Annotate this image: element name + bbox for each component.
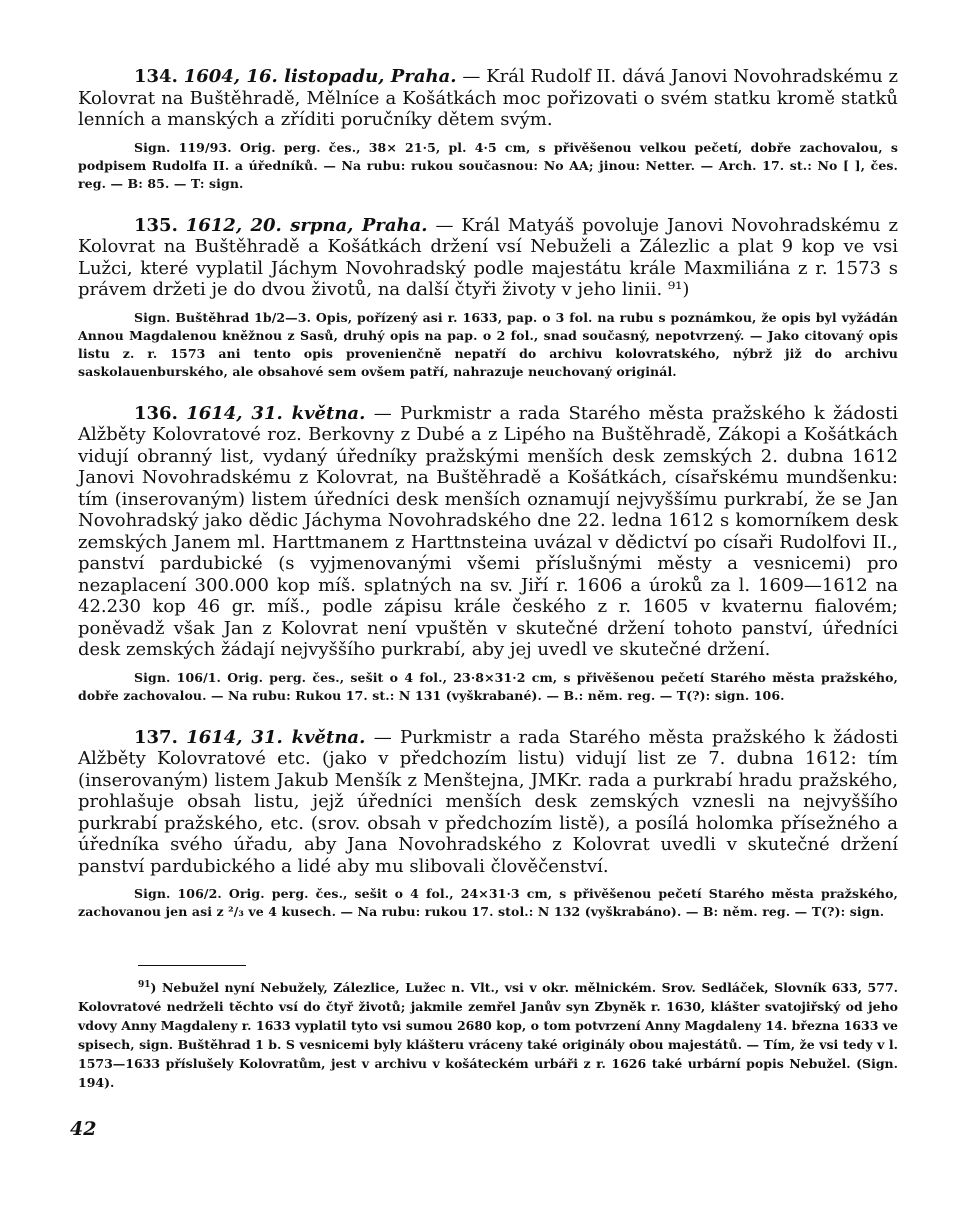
entry-text: — Král Rudolf II. dává Janovi Novohradskému z Kolovrat na Buštěhradě, Mělníce a Košátkách moc pořizovati o svém statku kromě statků lenních a manských a zříditi poručníky dětem svým. <box>78 66 899 130</box>
entry-note: Sign. Buštěhrad 1b/2—3. Opis, pořízený asi r. 1633, pap. o 3 fol. na rubu s poznámkou, že opis byl vyžádán Annou Magdalenou kněžnou z Sasů, druhý opis na pap. o 2 fol., snad současný, nepotvrzený. — Jako citovaný opis listu z. r. 1573 ani tento opis provenienčně nepatří do archivu kolovratského, nýbrž již do archivu saskolauenburského, ale obsahové sem ovšem patří, nahrazuje neuchovaný originál. <box>78 309 898 379</box>
entry-body <box>78 403 898 661</box>
footnote-divider <box>138 965 246 966</box>
entry-body <box>78 727 898 878</box>
entry-date: 1614, 31. května. <box>186 726 366 748</box>
entry-note: Sign. 106/2. Orig. perg. čes., sešit o 4 fol., 24×31·3 cm, s přivěšenou pečetí Starého města pražského, zachovanou jen asi z ²/₃ ve 4 kusech. — Na rubu: rukou 17. stol.: N 132 (vyškrabáno). — B: něm. reg. — T(?): sign. <box>78 886 898 919</box>
page-number: 42 <box>70 1118 97 1140</box>
entry-number: 135. <box>134 214 178 236</box>
entry-number: 137. <box>134 726 178 748</box>
entry-text: — Král Matyáš povoluje Janovi Novohradskému z Kolovrat na Buštěhradě a Košátkách držení vsí Nebuželi a Zálezlic a plat 9 kop ve vsi Lužci, které vyplatil Jáchym Novohradský podle majestátu krále Maxmiliána z r. 1573 s právem držeti je do dvou životů, na další čtyři životy v jeho linii. ⁹¹) <box>78 214 898 300</box>
entry-date: 1604, 16. listopadu, Praha. <box>183 66 457 87</box>
entry-date: 1612, 20. srpna, Praha. <box>185 214 428 236</box>
entry-date: 1614, 31. května. <box>186 402 366 424</box>
entry-136 <box>78 403 898 705</box>
footnote <box>78 976 898 1092</box>
entry-137 <box>78 727 898 922</box>
entry-body <box>78 66 898 131</box>
entry-note: Sign. 119/93. Orig. perg. čes., 38× 21·5, pl. 4·5 cm, s přivěšenou velkou pečetí, dobře zachovalou, s podpisem Rudolfa II. a úředníků. — Na rubu: rukou současnou: No AA; jinou: Netter. — Arch. 17. st.: No [ ], čes. reg. — B: 85. — T: sign. <box>78 139 898 191</box>
entry-number: 136. <box>134 402 178 424</box>
entry-text: — Purkmistr a rada Starého města pražského k žádosti Alžběty Kolovratové roz. Berkovny z Dubé a z Lipého na Buštěhradě, Zákopi a Košátkách vidují obranný list, vydaný úředníky pražskými menších desk zemských 2. dubna 1612 Janovi Novohradskému z Kolovrat, na Buštěhradě a Košátkách, císařskému mundšenku: tím (inserovaným) listem úředníci desk menších oznamují nejvyššímu purkrabí, že se Jan Novohradský jako dědic Jáchyma Novohradského dne 22. ledna 1612 s komorníkem desk zemských Janem ml. Harttmanem z Harttnsteina uvázal v dědictví po císaři Rudolfovi II., panství pardubické (s vyjmenovanými všemi příslušnými městy a vesnicemi) pro nezaplacení 300.000 kop míš. splatných na sv. Jiří r. 1606 a úroků za l. 1609—1612 na 42.230 kop 46 gr. míš., podle zápisu krále českého z r. 1605 v kvaternu fialovém; poněvadž však Jan z Kolovrat není vpuštěn v skutečné držení tohoto panství, úředníci desk zemských žádají nejvyššího purkrabí, aby jej uvedl ve skutečné držení. <box>78 402 898 660</box>
footnote-marker: 91 <box>138 980 151 990</box>
entry-body <box>78 215 898 301</box>
footnote-text: ) Nebužel nyní Nebužely, Zálezlice, Lužec n. Vlt., vsi v okr. mělnickém. Srov. Sedláček, Slovník 633, 577. Kolovratové nedrželi těchto vsí do čtyř životů; jakmile zemřel Janův syn Zbyněk r. 1630, klášter svatojiřský od jeho vdovy Anny Magdaleny r. 1633 vyplatil tyto vsi sumou 2680 kop, o tom potvrzení Anny Magdaleny 14. března 1633 ve spisech, sign. Buštěhrad 1 b. S vesnicemi byly klášteru vráceny také originály obou majestátů. — Tím, že vsi tedy v l. 1573—1633 příslušely Kolovratům, jest v archivu v košáteckém urbáři z r. 1626 také urbární popis Nebužel. (Sign. 194). <box>78 980 898 1091</box>
entry-note: Sign. 106/1. Orig. perg. čes., sešit o 4 fol., 23·8×31·2 cm, s přivěšenou pečetí Starého města pražského, dobře zachovalou. — Na rubu: Rukou 17. st.: N 131 (vyškrabané). — B.: něm. reg. — T(?): sign. 106. <box>78 669 898 703</box>
document-page <box>78 66 898 943</box>
entry-135 <box>78 215 898 381</box>
entry-134 <box>78 66 898 193</box>
entry-text: — Purkmistr a rada Starého města pražského k žádosti Alžběty Kolovratové etc. (jako v předchozím listu) vidují list ze 7. dubna 1612: tím (inserovaným) listem Jakub Menšík z Menštejna, JMKr. rada a purkrabí hradu pražského, prohlašuje obsah listu, jejž úředníci menších desk zemských vznesli na nejvyššího purkrabí pražského, etc. (srov. obsah v předchozím listě), a posílá holomka přísežného a úředníka svého úřadu, aby Jana Novohradského z Kolovrat uvedli v skutečné držení panství pardubického a lidé aby mu slibovali člověčenství. <box>78 726 898 877</box>
entry-number: 134. <box>134 66 178 87</box>
